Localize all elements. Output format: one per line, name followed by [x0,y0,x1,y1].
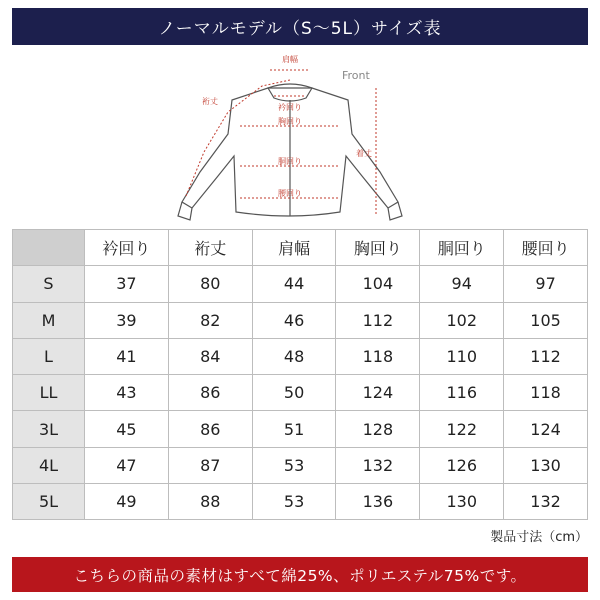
column-header: 肩幅 [252,230,336,266]
size-table [12,229,588,520]
table-cell: 122 [420,411,504,447]
table-cell: 51 [252,411,336,447]
shoulder-label: 肩幅 [282,55,298,64]
table-cell: 86 [168,411,252,447]
table-cell: 112 [504,338,588,374]
length-label: 着丈 [356,149,372,158]
table-cell: 48 [252,338,336,374]
table-row [13,411,588,447]
table-cell: 41 [85,338,169,374]
table-cell: 118 [504,375,588,411]
table-cell: 97 [504,266,588,302]
table-row [13,266,588,302]
material-notice-text: こちらの商品の素材はすべて綿25%、ポリエステル75%です。 [73,566,527,585]
table-cell: 50 [252,375,336,411]
table-cell: 126 [420,447,504,483]
table-cell: 37 [85,266,169,302]
table-row [13,302,588,338]
table-cell: 80 [168,266,252,302]
header-bar [12,8,588,45]
table-cell: 86 [168,375,252,411]
table-row [13,375,588,411]
hem-label: 腰回り [278,189,302,198]
table-row [13,484,588,520]
table-cell: 105 [504,302,588,338]
table-cell: 132 [504,484,588,520]
body-label: 胴回り [278,157,302,166]
table-cell: 124 [504,411,588,447]
table-corner [13,230,85,266]
table-row [13,447,588,483]
table-header-row [13,230,588,266]
table-cell: 94 [420,266,504,302]
table-cell: 39 [85,302,169,338]
page-title: ノーマルモデル（S～5L）サイズ表 [158,19,442,39]
table-cell: 116 [420,375,504,411]
table-cell: 124 [336,375,420,411]
column-header: 衿回り [85,230,169,266]
table-row [13,338,588,374]
table-cell: 88 [168,484,252,520]
size-label: L [13,338,85,374]
table-cell: 47 [85,447,169,483]
table-cell: 130 [504,447,588,483]
sleeve-label: 裄丈 [202,97,218,106]
table-cell: 118 [336,338,420,374]
table-cell: 130 [420,484,504,520]
size-label: M [13,302,85,338]
table-cell: 128 [336,411,420,447]
front-label: Front [342,69,370,82]
table-cell: 49 [85,484,169,520]
size-label: 5L [13,484,85,520]
table-cell: 46 [252,302,336,338]
table-cell: 112 [336,302,420,338]
column-header: 裄丈 [168,230,252,266]
material-notice-bar [12,557,588,592]
table-cell: 110 [420,338,504,374]
table-cell: 53 [252,447,336,483]
table-cell: 136 [336,484,420,520]
unit-note: 製品寸法（cm） [490,530,588,545]
table-cell: 43 [85,375,169,411]
column-header: 胸回り [336,230,420,266]
table-cell: 82 [168,302,252,338]
shirt-diagram [170,52,430,224]
size-label: 3L [13,411,85,447]
collar-label: 衿回り [278,103,302,112]
table-cell: 53 [252,484,336,520]
size-label: S [13,266,85,302]
table-cell: 45 [85,411,169,447]
table-cell: 102 [420,302,504,338]
table-cell: 104 [336,266,420,302]
table-cell: 132 [336,447,420,483]
table-cell: 44 [252,266,336,302]
table-cell: 87 [168,447,252,483]
chest-label: 胸回り [278,117,302,126]
size-label: LL [13,375,85,411]
column-header: 胴回り [420,230,504,266]
size-label: 4L [13,447,85,483]
column-header: 腰回り [504,230,588,266]
table-cell: 84 [168,338,252,374]
